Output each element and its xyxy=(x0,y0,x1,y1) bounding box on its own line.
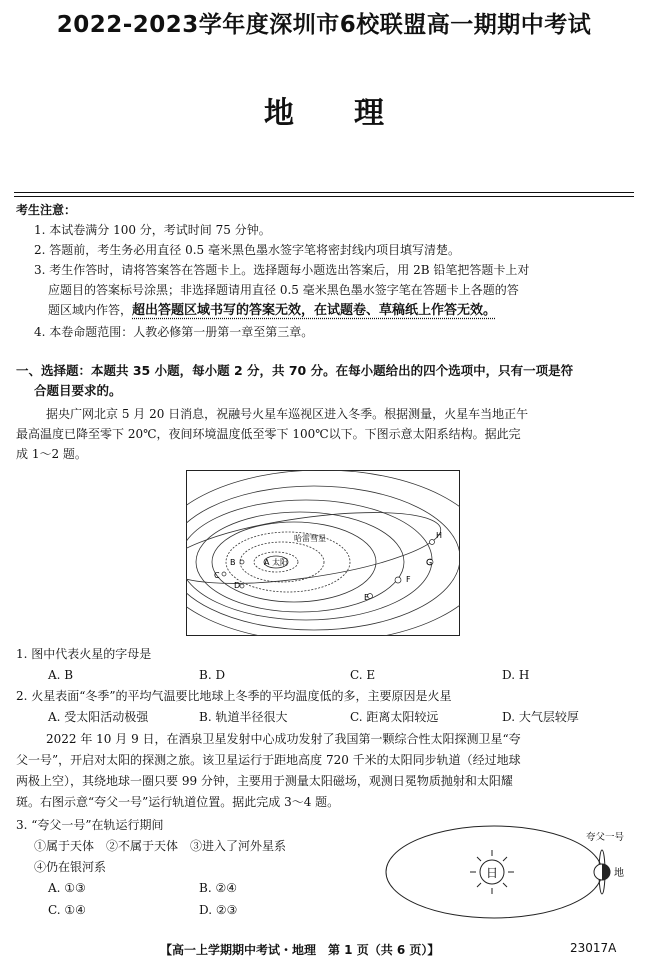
comet-label: 哈雷彗星 xyxy=(294,534,326,543)
q1-option-b: B. D xyxy=(199,668,226,682)
q3-option-b: B. ②④ xyxy=(199,881,237,895)
subject-title: 地理 xyxy=(264,96,444,131)
planet-h: H xyxy=(436,531,443,540)
earth-label: 地 xyxy=(614,868,624,879)
sun-glyph: 日 xyxy=(486,866,499,880)
section-heading-cont: 合题目要求的。 xyxy=(34,383,122,398)
earth-icon xyxy=(594,864,610,880)
q3-statements-1: ①属于天体 ②不属于天体 ③进入了河外星系 xyxy=(34,839,287,853)
footer-page-info: 【高一上学期期中考试・地理 第 1 页（共 6 页）】 xyxy=(160,943,440,957)
planet-f: F xyxy=(406,575,411,584)
planet-g: G xyxy=(426,558,433,567)
q2-stem: 2. 火星表面“冬季”的平均气温要比地球上冬季的平均温度低的多，主要原因是火星 xyxy=(16,689,452,703)
sun-label: A 太阳 xyxy=(264,558,289,567)
q1-stem: 1. 图中代表火星的字母是 xyxy=(16,647,152,661)
header-rule xyxy=(14,192,634,193)
notice-heading: 考生注意： xyxy=(16,203,77,217)
passage2-line4: 斑。右图示意“夸父一号”运行轨道位置。据此完成 3～4 题。 xyxy=(16,795,340,809)
notice-item-4: 4. 本卷命题范围：人教必修第一册第一章至第三章。 xyxy=(34,325,314,339)
q1-option-d: D. H xyxy=(502,668,530,682)
footer-code: 23017A xyxy=(570,941,617,955)
passage1-line1: 据央广网北京 5 月 20 日消息，祝融号火星车巡视区进入冬季。根据测量，火星车当地正午 xyxy=(46,407,529,421)
q3-option-d: D. ②③ xyxy=(199,903,238,917)
notice-item-3-tail: 题区域内作答， xyxy=(48,303,133,317)
section-heading: 一、选择题：本题共 35 小题，每小题 2 分，共 70 分。在每小题给出的四个选项中，只有一项是符 xyxy=(16,363,574,378)
q2-option-c: C. 距离太阳较远 xyxy=(350,710,439,724)
notice-emphasis: 超出答题区域书写的答案无效，在试题卷、草稿纸上作答无效。 xyxy=(132,303,497,318)
planet-c: C xyxy=(214,571,220,580)
q3-option-a: A. ①③ xyxy=(48,881,86,895)
q1-option-a: A. B xyxy=(48,668,74,682)
q2-option-d: D. 大气层较厚 xyxy=(502,710,579,724)
kuafu-orbit-figure xyxy=(382,822,638,928)
q3-statements-2: ④仍在银河系 xyxy=(34,860,107,874)
passage1-line2: 最高温度已降至零下 20℃，夜间环境温度低至零下 100℃以下。下图示意太阳系结构。据此完 xyxy=(16,427,521,441)
q3-option-c: C. ①④ xyxy=(48,903,86,917)
satellite-label: 夸父一号 xyxy=(586,832,625,843)
planet-e: E xyxy=(364,593,370,602)
passage2-line2: 父一号”，开启对太阳的探测之旅。该卫星运行于距地高度 720 千米的太阳同步轨道（经过地球 xyxy=(16,753,521,767)
notice-item-3-cont2 xyxy=(48,300,496,321)
q2-option-a: A. 受太阳活动极强 xyxy=(48,710,149,724)
notice-item-3: 3. 考生作答时，请将答案答在答题卡上。选择题每小题选出答案后，用 2B 铅笔把答题卡上对 xyxy=(34,263,530,277)
q2-option-b: B. 轨道半径很大 xyxy=(199,710,288,724)
planet-d: D xyxy=(234,581,241,590)
planet-b: B xyxy=(230,558,236,567)
header-rule-thin xyxy=(14,196,634,197)
exam-title: 2022-2023学年度深圳市6校联盟高一期期中考试 xyxy=(56,12,592,38)
sun-icon xyxy=(470,850,514,894)
solar-system-figure xyxy=(186,470,460,636)
notice-item-3-cont: 应题目的答案标号涂黑；非选择题请用直径 0.5 毫米黑色墨水签字笔在答题卡上各题的答 xyxy=(48,283,519,297)
q1-option-c: C. E xyxy=(350,668,376,682)
notice-item-2: 2. 答题前，考生务必用直径 0.5 毫米黑色墨水签字笔将密封线内项目填写清楚。 xyxy=(34,243,460,257)
q3-stem: 3. “夸父一号”在轨运行期间 xyxy=(16,818,164,832)
passage2-line3: 两极上空），其绕地球一圈只要 99 分钟，主要用于测量太阳磁场，观测日冕物质抛射和太阳耀 xyxy=(16,774,513,788)
passage1-line3: 成 1～2 题。 xyxy=(16,447,87,461)
passage2-line1: 2022 年 10 月 9 日，在酒泉卫星发射中心成功发射了我国第一颗综合性太阳探测卫星“夸 xyxy=(46,732,521,746)
notice-item-1: 1. 本试卷满分 100 分，考试时间 75 分钟。 xyxy=(34,223,271,237)
